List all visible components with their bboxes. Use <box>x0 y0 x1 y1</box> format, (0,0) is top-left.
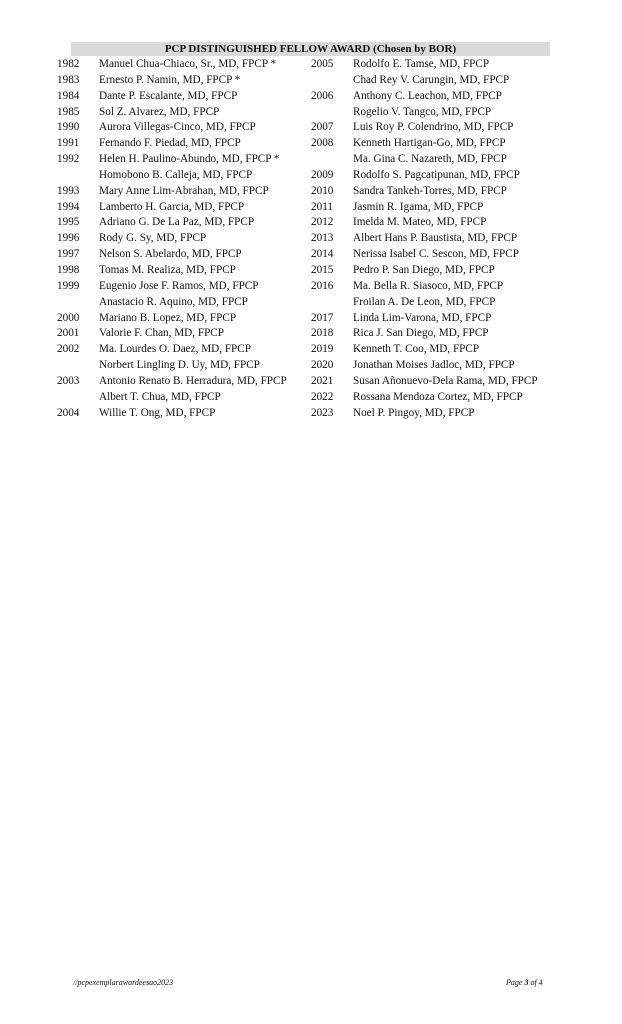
award-year: 2000 <box>57 311 80 324</box>
awardee-row <box>57 263 287 279</box>
awardee-name: Tomas M. Realiza, MD, FPCP <box>99 263 236 276</box>
awardee-name: Willie T. Ong, MD, FPCP <box>99 406 216 419</box>
award-year: 2006 <box>311 89 334 102</box>
awardee-row <box>311 120 538 136</box>
award-year: 1995 <box>57 216 80 229</box>
awardee-name: Fernando F. Piedad, MD, FPCP <box>99 137 241 150</box>
award-year: 2011 <box>311 200 333 213</box>
awardee-row <box>311 279 538 295</box>
awardee-name: Mary Anne Lim-Abrahan, MD, FPCP <box>99 184 269 197</box>
footer-page-number <box>506 978 543 987</box>
awardee-row <box>57 358 287 374</box>
award-year <box>57 295 99 311</box>
awardee-name: Anthony C. Leachon, MD, FPCP <box>353 89 502 102</box>
awardee-row <box>311 358 538 374</box>
award-year: 1985 <box>57 105 80 118</box>
awardee-row <box>57 231 287 247</box>
award-year <box>57 358 99 374</box>
awardee-row <box>57 152 287 168</box>
awardee-name: Albert T. Chua, MD, FPCP <box>99 390 221 403</box>
award-year: 1983 <box>57 73 80 86</box>
page-prefix: Page <box>506 978 525 987</box>
award-year: 2014 <box>311 248 334 261</box>
awardee-name: Froilan A. De Leon, MD, FPCP <box>353 295 496 308</box>
awardee-name: Jasmin R. Igama, MD, FPCP <box>353 200 484 213</box>
right-awardee-column <box>311 57 538 421</box>
awardee-name: Albert Hans P. Baustista, MD, FPCP <box>353 232 518 245</box>
awardee-row <box>57 136 287 152</box>
awardee-row <box>57 247 287 263</box>
page-current: 3 <box>524 978 529 987</box>
awardee-row <box>57 326 287 342</box>
award-year: 1991 <box>57 137 80 150</box>
award-year: 1996 <box>57 232 80 245</box>
awardee-name: Rossana Mendoza Cortez, MD, FPCP <box>353 390 523 403</box>
awardee-name: Jonathan Moises Jadloc, MD, FPCP <box>353 359 515 372</box>
footer-document-id: //pcpexemplarawardeesao2023 <box>73 978 174 987</box>
award-year: 1994 <box>57 200 80 213</box>
awardee-row <box>57 311 287 327</box>
section-title: PCP DISTINGUISHED FELLOW AWARD (Chosen by BOR) <box>71 42 550 56</box>
award-year <box>57 390 99 406</box>
awardee-row <box>57 120 287 136</box>
awardee-name: Valorie F. Chan, MD, FPCP <box>99 327 224 340</box>
awardee-row <box>311 326 538 342</box>
award-year: 2002 <box>57 343 80 356</box>
awardee-name: Kenneth T. Coo, MD, FPCP <box>353 343 480 356</box>
award-year: 2007 <box>311 121 334 134</box>
awardee-name: Manuel Chua-Chiaco, Sr., MD, FPCP * <box>99 58 277 70</box>
award-year: 1984 <box>57 89 80 102</box>
awardee-name: Lamberto H. Garcia, MD, FPCP <box>99 200 245 213</box>
awardee-name: Rodolfo E. Tamse, MD, FPCP <box>353 58 490 70</box>
awardee-name: Norbert Lingling D. Uy, MD, FPCP <box>99 359 260 372</box>
awardee-name: Chad Rey V. Carungin, MD, FPCP <box>353 73 510 86</box>
award-year: 2013 <box>311 232 334 245</box>
left-awardee-column <box>57 57 287 421</box>
awardee-name: Homobono B. Calleja, MD, FPCP <box>99 168 253 181</box>
awardee-row <box>57 57 287 73</box>
awardee-row <box>57 105 287 121</box>
awardee-name: Helen H. Paulino-Abundo, MD, FPCP * <box>99 153 280 166</box>
awardee-row <box>311 184 538 200</box>
awardee-row <box>311 295 538 311</box>
awardee-row <box>57 200 287 216</box>
awardee-name: Anastacio R. Aquino, MD, FPCP <box>99 295 248 308</box>
awardee-row <box>57 184 287 200</box>
awardee-row <box>311 311 538 327</box>
award-year: 2005 <box>311 58 334 70</box>
awardee-row <box>57 73 287 89</box>
awardee-name: Linda Lim-Varona, MD, FPCP <box>353 311 492 324</box>
awardee-row <box>57 390 287 406</box>
awardee-name: Rody G. Sy, MD, FPCP <box>99 232 207 245</box>
awardee-name: Susan Añonuevo-Dela Rama, MD, FPCP <box>353 374 538 387</box>
awardee-name: Ma. Gina C. Nazareth, MD, FPCP <box>353 153 507 166</box>
award-year: 2008 <box>311 137 334 150</box>
awardee-name: Rogelio V. Tangco, MD, FPCP <box>353 105 492 118</box>
awardee-name: Sandra Tankeh-Torres, MD, FPCP <box>353 184 507 197</box>
award-year: 1982 <box>57 58 80 70</box>
award-year: 2003 <box>57 374 80 387</box>
awardee-row <box>57 279 287 295</box>
award-year: 2010 <box>311 184 334 197</box>
awardee-row <box>311 215 538 231</box>
award-year: 2001 <box>57 327 80 340</box>
award-year: 1998 <box>57 263 80 276</box>
awardee-name: Rodolfo S. Pagcatipunan, MD, FPCP <box>353 168 520 181</box>
award-year <box>311 152 353 168</box>
awardee-name: Noel P. Pingoy, MD, FPCP <box>353 406 475 419</box>
awardee-row <box>57 374 287 390</box>
awardee-row <box>311 406 538 422</box>
award-year <box>57 168 99 184</box>
award-year: 2016 <box>311 279 334 292</box>
award-year: 1990 <box>57 121 80 134</box>
award-year <box>311 295 353 311</box>
awardee-row <box>311 105 538 121</box>
awardee-name: Nerissa Isabel C. Sescon, MD, FPCP <box>353 248 519 261</box>
awardee-name: Eugenio Jose F. Ramos, MD, FPCP <box>99 279 259 292</box>
awardee-name: Ma. Lourdes O. Daez, MD, FPCP <box>99 343 251 356</box>
award-year: 2022 <box>311 390 334 403</box>
awardee-name: Pedro P. San Diego, MD, FPCP <box>353 263 495 276</box>
awardee-row <box>57 406 287 422</box>
award-year: 1997 <box>57 248 80 261</box>
awardee-name: Kenneth Hartigan-Go, MD, FPCP <box>353 137 506 150</box>
awardee-row <box>311 168 538 184</box>
awardee-row <box>57 295 287 311</box>
award-year: 1992 <box>57 153 80 166</box>
award-year: 2020 <box>311 359 334 372</box>
awardee-row <box>311 57 538 73</box>
award-year: 2023 <box>311 406 334 419</box>
award-year: 2017 <box>311 311 334 324</box>
awardee-name: Dante P. Escalante, MD, FPCP <box>99 89 238 102</box>
awardee-name: Rica J. San Diego, MD, FPCP <box>353 327 489 340</box>
awardee-row <box>311 263 538 279</box>
awardee-name: Adriano G. De La Paz, MD, FPCP <box>99 216 255 229</box>
award-year: 2018 <box>311 327 334 340</box>
award-year: 2012 <box>311 216 334 229</box>
award-year: 1993 <box>57 184 80 197</box>
awardee-row <box>311 374 538 390</box>
awardee-name: Antonio Renato B. Herradura, MD, FPCP <box>99 374 287 387</box>
awardee-row <box>311 342 538 358</box>
awardee-row <box>311 73 538 89</box>
awardee-name: Imelda M. Mateo, MD, FPCP <box>353 216 487 229</box>
award-year: 2015 <box>311 263 334 276</box>
award-year: 2019 <box>311 343 334 356</box>
award-year <box>311 105 353 121</box>
awardee-name: Ma. Bella R. Siasoco, MD, FPCP <box>353 279 504 292</box>
award-year: 1999 <box>57 279 80 292</box>
awardee-row <box>311 390 538 406</box>
awardee-row <box>311 247 538 263</box>
awardee-row <box>57 215 287 231</box>
awardee-row <box>57 89 287 105</box>
awardee-name: Ernesto P. Namin, MD, FPCP * <box>99 73 241 86</box>
awardee-row <box>57 168 287 184</box>
awardee-name: Aurora Villegas-Cinco, MD, FPCP <box>99 121 256 134</box>
award-year: 2021 <box>311 374 334 387</box>
awardee-row <box>311 136 538 152</box>
awardee-name: Luis Roy P. Colendrino, MD, FPCP <box>353 121 514 134</box>
awardee-row <box>311 89 538 105</box>
awardee-name: Nelson S. Abelardo, MD, FPCP <box>99 248 242 261</box>
awardee-row <box>311 231 538 247</box>
award-year: 2009 <box>311 168 334 181</box>
award-year <box>311 73 353 89</box>
awardee-name: Sol Z. Alvarez, MD, FPCP <box>99 105 220 118</box>
awardee-row <box>57 342 287 358</box>
page-separator: of <box>528 978 539 987</box>
awardee-name: Mariano B. Lopez, MD, FPCP <box>99 311 237 324</box>
page-total: 4 <box>538 978 543 987</box>
award-year: 2004 <box>57 406 80 419</box>
awardee-row <box>311 152 538 168</box>
awardee-row <box>311 200 538 216</box>
